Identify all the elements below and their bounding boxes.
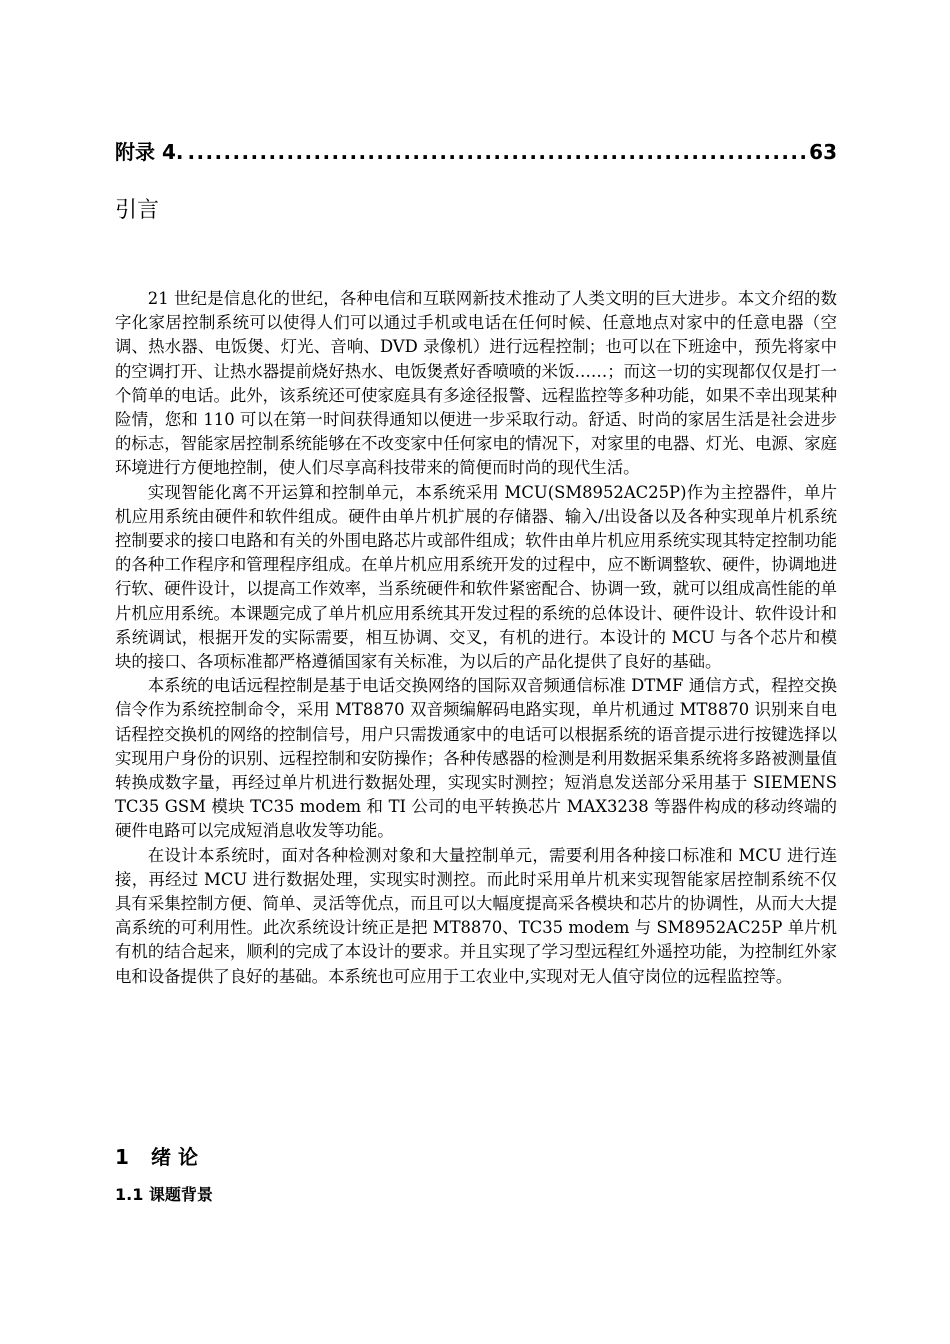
intro-heading: 引言 bbox=[115, 198, 160, 223]
paragraph-3: 本系统的电话远程控制是基于电话交换网络的国际双音频通信标准 DTMF 通信方式，程控交换信令作为系统控制命令，采用 MT8870 双音频编解码电路实现，单片机通过 MT8870 识别来自电话程控交换机的网络的控制信号，用户只需拨通家中的电话可以根据系统的语音提示进行按键选择以实现用户身份的识别、远程控制和安防操作；各种传感器的检测是利用数据采集系统将多路被测量值转换成数字量，再经过单片机进行数据处理，实现实时测控；短消息发送部分采用基于 SIEMENS TC35 GSM 模块 TC35 modem 和 TI 公司的电平转换芯片 MAX3238 等器件构成的移动终端的硬件电路可以完成短消息收发等功能。 bbox=[115, 676, 837, 841]
paragraph-2: 实现智能化离不开运算和控制单元，本系统采用 MCU(SM8952AC25P)作为主控器件，单片机应用系统由硬件和软件组成。硬件由单片机扩展的存储器、输入/出设备以及各种实现单片机系统控制要求的接口电路和有关的外围电路芯片或部件组成；软件由单片机应用系统实现其特定控制功能的各种工作程序和管理程序组成。在单片机应用系统开发的过程中，应不断调整软、硬件，协调地进行软、硬件设计，以提高工作效率，当系统硬件和软件紧密配合、协调一致，就可以组成高性能的单片机应用系统。本课题完成了单片机应用系统其开发过程的系统的总体设计、硬件设计、软件设计和系统调试，根据开发的实际需要，相互协调、交叉，有机的进行。本设计的 MCU 与各个芯片和模块的接口、各项标准都严格遵循国家有关标准，为以后的产品化提供了良好的基础。 bbox=[115, 482, 837, 672]
toc-page-number: 63 bbox=[809, 140, 837, 164]
chapter-number: 1 bbox=[115, 1145, 129, 1169]
toc-entry-label: 附录 4. bbox=[115, 140, 184, 164]
paragraph-1: 21 世纪是信息化的世纪，各种电信和互联网新技术推动了人类文明的巨大进步。本文介绍的数字化家居控制系统可以使得人们可以通过手机或电话在任何时候、任意地点对家中的任意电器（空调、热水器、电饭煲、灯光、音响、DVD 录像机）进行远程控制；也可以在下班途中，预先将家中的空调打开、让热水器提前烧好热水、电饭煲煮好香喷喷的米饭……；而这一切的实现都仅仅是打一个简单的电话。此外，该系统还可使家庭具有多途径报警、远程监控等多种功能，如果不幸出现某种险情，您和 110 可以在第一时间获得通知以便进一步采取行动。舒适、时尚的家居生活是社会进步的标志，智能家居控制系统能够在不改变家中任何家电的情况下，对家里的电器、灯光、电源、家庭环境进行方便地控制，使人们尽享高科技带来的简便而时尚的现代生活。 bbox=[115, 289, 837, 478]
section-heading: 1.1 课题背景 bbox=[115, 1185, 213, 1204]
intro-body bbox=[115, 287, 837, 989]
chapter-heading bbox=[115, 1143, 198, 1171]
chapter-title: 绪 论 bbox=[151, 1145, 198, 1169]
toc-dot-leader bbox=[187, 139, 805, 165]
paragraph-4: 在设计本系统时，面对各种检测对象和大量控制单元，需要利用各种接口标准和 MCU 进行连接，再经过 MCU 进行数据处理，实现实时测控。而此时采用单片机来实现智能家居控制系统不仅具有采集控制方便、简单、灵活等优点，而且可以大幅度提高采各模块和芯片的协调性，从而大大提高系统的可利用性。此次系统设计统正是把 MT8870、TC35 modem 与 SM8952AC25P 单片机有机的结合起来，顺利的完成了本设计的要求。并且实现了学习型远程红外遥控功能，为控制红外家电和设备提供了良好的基础。本系统也可应用于工农业中,实现对无人值守岗位的远程监控等。 bbox=[115, 845, 837, 986]
toc-entry-appendix-4[interactable] bbox=[115, 139, 837, 165]
